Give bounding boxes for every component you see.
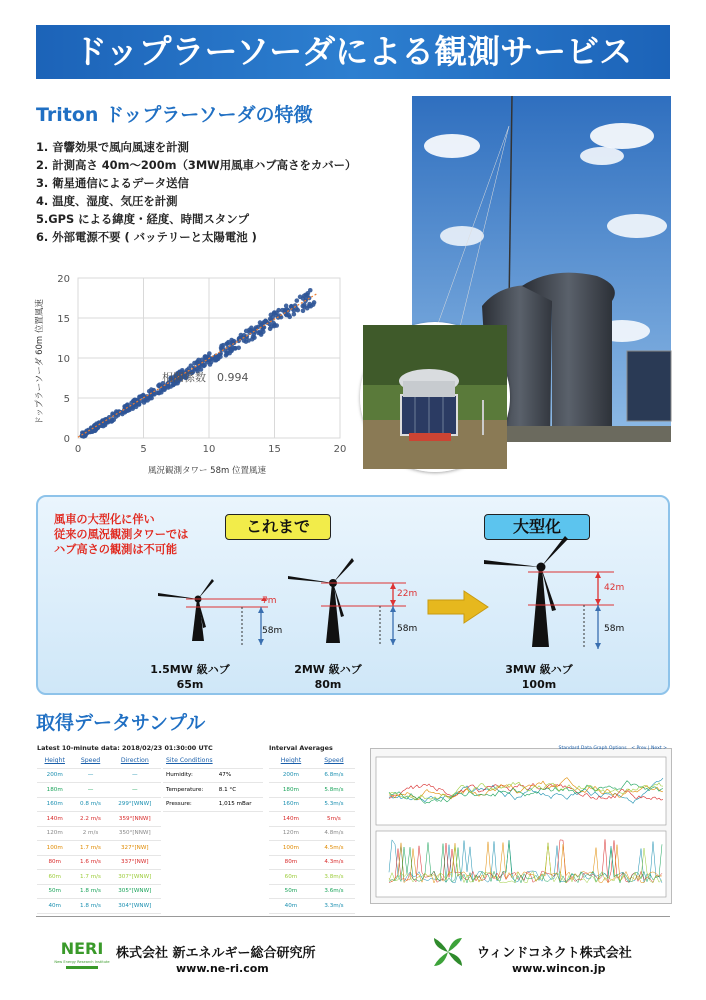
turbine-1 (158, 579, 268, 645)
table-cell: 120m (37, 826, 72, 841)
company-url-neri[interactable]: www.ne-ri.com (176, 962, 269, 975)
turbine-height: 100m (521, 678, 557, 691)
table-cell: 337°[NW] (109, 855, 161, 870)
neri-logo-graphic (54, 930, 110, 974)
interval-title: Interval Averages (269, 744, 333, 752)
data-point (203, 354, 208, 359)
data-point (114, 409, 119, 414)
note-line: 風車の大型化に伴い (54, 513, 155, 526)
site-header[interactable]: Site Conditions (163, 754, 263, 768)
svg-text:New Energy Research Institute: New Energy Research Institute (54, 960, 110, 964)
dim-upper-1: 7m (262, 596, 277, 606)
company-name-neri: 株式会社 新エネルギー総合研究所 (116, 946, 316, 961)
table-cell: 100m (37, 841, 72, 856)
table-cell: 180m (269, 783, 313, 798)
data-point (289, 304, 294, 309)
y-tick-label: 20 (57, 274, 70, 285)
x-tick-label: 20 (333, 444, 347, 455)
x-tick-label: 15 (268, 444, 281, 455)
table-cell: 50m (269, 884, 313, 899)
windconnect-logo-graphic (428, 932, 468, 972)
latest-table (37, 754, 161, 914)
turbine-3 (484, 536, 614, 649)
sodar-field-photo (360, 322, 510, 472)
data-point (90, 429, 95, 434)
data-point (189, 363, 194, 368)
dim-lower-1: 58m (262, 626, 283, 636)
turbine-class: 2MW 級ハブ (294, 663, 362, 676)
table-row (269, 841, 355, 856)
table-row (269, 884, 355, 899)
features-heading: Triton ドップラーソーダの特徴 (36, 104, 313, 126)
table-cell: 1.8 m/s (72, 899, 108, 914)
data-point (200, 357, 205, 362)
feature-item: 4. 温度、湿度、気圧を計測 (36, 194, 178, 208)
table-cell: 47% (216, 768, 263, 783)
table-row (37, 855, 161, 870)
data-point (221, 343, 226, 348)
col-header[interactable]: Speed (72, 754, 108, 768)
turbine-caption-1 (140, 662, 240, 692)
turbine-caption-3 (489, 662, 589, 692)
table-cell: 299°[WNW] (109, 797, 161, 812)
page-title: ドップラーソーダによる観測サービス (36, 25, 670, 79)
scatter-chart (30, 268, 355, 478)
table-cell: 4.3m/s (313, 855, 355, 870)
table-cell: 2.2 m/s (72, 812, 108, 827)
table-row (37, 783, 161, 798)
feature-item: 6. 外部電源不要 ( バッテリーと太陽電池 ) (36, 230, 257, 244)
table-cell: 327°[NW] (109, 841, 161, 856)
col-header[interactable]: Direction (109, 754, 161, 768)
table-cell: 180m (37, 783, 72, 798)
table-cell: 3.6m/s (313, 884, 355, 899)
turbine-class: 3MW 級ハブ (505, 663, 573, 676)
data-point (202, 364, 207, 369)
data-point (259, 332, 264, 337)
table-row (269, 826, 355, 841)
table-cell: 305°[WNW] (109, 884, 161, 899)
data-point (149, 396, 154, 401)
table-row (37, 870, 161, 885)
table-cell: 5.8m/s (313, 783, 355, 798)
table-cell: — (72, 783, 108, 798)
neri-logo (54, 930, 110, 974)
data-point (233, 346, 238, 351)
table-cell: — (109, 768, 161, 783)
note-line: 従来の風況観測タワーでは (54, 528, 189, 541)
table-cell: 2 m/s (72, 826, 108, 841)
table-cell: — (109, 783, 161, 798)
x-axis-label: 風況観測タワー 58m 位置風速 (147, 466, 267, 476)
data-point (245, 334, 250, 339)
footer-divider (36, 916, 670, 917)
data-point (301, 308, 306, 313)
table-cell: 80m (269, 855, 313, 870)
table-cell: 5m/s (313, 812, 355, 827)
table-cell: 40m (269, 899, 313, 914)
table-cell: 0.8 m/s (72, 797, 108, 812)
x-tick-label: 10 (202, 444, 216, 455)
turbine-caption-2 (278, 662, 378, 692)
table-cell: 200m (37, 768, 72, 783)
data-point (269, 318, 274, 323)
table-cell: 8.1 °C (216, 783, 263, 798)
data-point (302, 294, 307, 299)
data-point (168, 384, 173, 389)
table-cell: 60m (37, 870, 72, 885)
table-row (37, 768, 161, 783)
dim-upper-2: 22m (397, 589, 418, 599)
data-point (274, 310, 279, 315)
turbine-2 (288, 558, 406, 645)
col-header[interactable]: Height (269, 754, 313, 768)
x-tick-label: 0 (74, 444, 82, 455)
table-cell: 6.8m/s (313, 768, 355, 783)
note-line: ハブ高さの観測は不可能 (54, 543, 178, 556)
data-point (196, 363, 201, 368)
table-cell: Humidity: (163, 768, 216, 783)
timeseries-graphic (371, 749, 671, 903)
table-cell: 1.7 m/s (72, 841, 108, 856)
company-name-windconnect: ウィンドコネクト株式会社 (477, 946, 632, 961)
table-cell: 1,015 mBar (216, 797, 263, 812)
table-cell: 3.3m/s (313, 899, 355, 914)
turbine-height: 65m (176, 678, 204, 691)
table-row (163, 797, 263, 812)
table-row (269, 812, 355, 827)
table-cell: 160m (37, 797, 72, 812)
dim-lower-3: 58m (604, 624, 625, 634)
table-cell: 307°[WNW] (109, 870, 161, 885)
data-point (305, 306, 310, 311)
table-row (269, 797, 355, 812)
latest-title: Latest 10-minute data: 2018/02/23 01:30:00 UTC (37, 744, 213, 752)
sample-heading: 取得データサンプル (36, 712, 206, 734)
table-cell: 120m (269, 826, 313, 841)
table-cell: 100m (269, 841, 313, 856)
table-row (269, 855, 355, 870)
feature-item: 3. 衛星通信によるデータ送信 (36, 176, 189, 190)
data-point (215, 356, 220, 361)
table-cell: — (72, 768, 108, 783)
data-point (308, 288, 313, 293)
data-point (155, 390, 160, 395)
svg-text:NERI: NERI (60, 939, 104, 958)
arrow-icon (428, 591, 488, 623)
table-cell: 359°[NNW] (109, 812, 161, 827)
features-list (36, 138, 356, 246)
data-point (244, 329, 249, 334)
table-row (269, 768, 355, 783)
dim-upper-3: 42m (604, 583, 625, 593)
table-cell: 4.8m/s (313, 826, 355, 841)
turbine-class: 1.5MW 級ハブ (150, 663, 230, 676)
table-row (37, 899, 161, 914)
table-cell: 5.3m/s (313, 797, 355, 812)
table-cell: 4.5m/s (313, 841, 355, 856)
table-cell: 60m (269, 870, 313, 885)
table-cell: 140m (37, 812, 72, 827)
label-after: 大型化 (484, 514, 590, 540)
table-cell: Pressure: (163, 797, 216, 812)
table-cell: 160m (269, 797, 313, 812)
x-tick-label: 5 (140, 444, 147, 455)
table-cell: 3.8m/s (313, 870, 355, 885)
table-cell: 140m (269, 812, 313, 827)
data-point (124, 403, 129, 408)
y-tick-label: 10 (57, 354, 70, 365)
table-row (37, 884, 161, 899)
label-before: これまで (225, 514, 331, 540)
data-point (261, 326, 266, 331)
data-point (268, 326, 273, 331)
latest-header-row (37, 754, 161, 768)
table-cell: Temperature: (163, 783, 216, 798)
feature-item: 2. 計測高さ 40m〜200m（3MW用風車ハブ高さをカバー） (36, 158, 357, 172)
correlation-annotation: 相関係数 0.994 (162, 371, 249, 384)
table-row (269, 870, 355, 885)
feature-item: 1. 音響効果で風向風速を計測 (36, 140, 189, 154)
data-point (225, 351, 230, 356)
data-point (244, 339, 249, 344)
site-table (163, 754, 263, 812)
table-row (269, 899, 355, 914)
table-cell: 50m (37, 884, 72, 899)
table-cell: 350°[NNW] (109, 826, 161, 841)
graph-links[interactable]: Standard Data Graph Options < Prev | Next > (558, 746, 667, 751)
data-point (295, 298, 300, 303)
y-tick-label: 0 (63, 434, 70, 445)
col-header[interactable]: Speed (313, 754, 355, 768)
table-cell: 1.6 m/s (72, 855, 108, 870)
table-cell: 1.7 m/s (72, 870, 108, 885)
turbine-height: 80m (314, 678, 342, 691)
windconnect-logo (428, 932, 468, 972)
table-cell: 80m (37, 855, 72, 870)
table-row (37, 841, 161, 856)
table-row (37, 797, 161, 812)
table-row (163, 783, 263, 798)
timeseries-panel (370, 748, 672, 904)
table-cell: 40m (37, 899, 72, 914)
table-row (37, 826, 161, 841)
company-url-windconnect[interactable]: www.wincon.jp (512, 962, 606, 975)
sodar-field-photo-graphic (363, 325, 507, 469)
interval-table (269, 754, 355, 914)
table-row (269, 783, 355, 798)
table-row (163, 768, 263, 783)
table-cell: 1.8 m/s (72, 884, 108, 899)
y-tick-label: 5 (63, 394, 70, 405)
data-point (127, 408, 132, 413)
data-point (300, 304, 305, 309)
col-header[interactable]: Height (37, 754, 72, 768)
table-row (37, 812, 161, 827)
feature-item: 5.GPS による緯度・経度、時間スタンプ (36, 212, 249, 226)
y-axis-label: ドップラーソーダ 60m 位置風速 (35, 299, 45, 425)
data-point (311, 302, 316, 307)
table-cell: 304°[WNW] (109, 899, 161, 914)
dim-lower-2: 58m (397, 624, 418, 634)
table-cell: 200m (269, 768, 313, 783)
data-point (134, 405, 139, 410)
y-tick-label: 15 (57, 314, 70, 325)
